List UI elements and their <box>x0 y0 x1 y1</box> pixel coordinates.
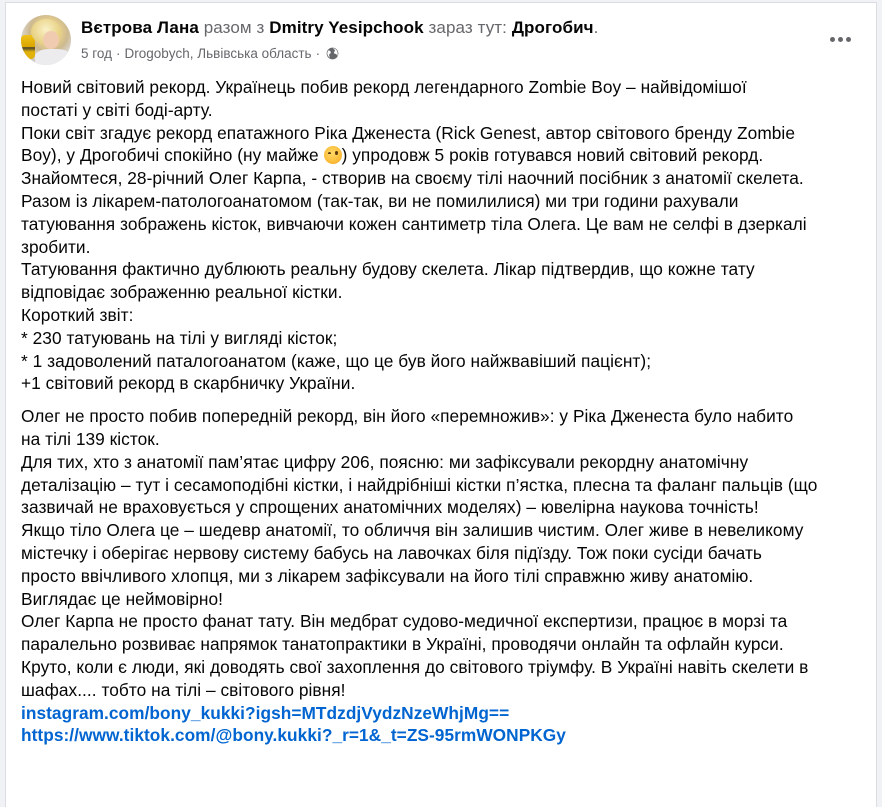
post-line: просто ввічливого хлопця, ми з лікарем зафіксували на його тілі справжню живу анатомію. <box>21 565 754 586</box>
post-line: паралельно розвиває напрямок танатопрактики в Україні, проводячи онлайн та офлайн курси. <box>21 634 784 655</box>
post-line: Виглядає це неймовірно! <box>21 588 224 609</box>
paragraph-gap <box>21 395 866 405</box>
place-link[interactable]: Drogobych, Львівська область <box>124 46 312 61</box>
post-line: деталізацію – тут і сесамоподібні кістки, і найдрібніші кістки п’ястка, плесна та фаланг пальців (що <box>21 474 818 495</box>
tagged-person-link[interactable]: Dmitry Yesipchook <box>269 18 424 37</box>
globe-icon[interactable] <box>326 47 339 60</box>
post-line-part: Boy), у Дрогобичі спокійно (ну майже <box>21 145 324 166</box>
post-line: * 230 татуювань на тілі у вигляді кісток; <box>21 327 338 348</box>
with-text: разом з <box>203 18 265 37</box>
title-period: . <box>593 18 599 37</box>
winking-face-emoji-icon <box>324 146 342 164</box>
author-name-link[interactable]: Вєтрова Лана <box>81 18 199 37</box>
post-line: шафах.... тобто на тілі – світового рівня! <box>21 679 346 700</box>
post-line: Олег Карпа не просто фанат тату. Він медбрат судово-медичної експертизи, працює в морзі та <box>21 611 788 632</box>
post-line: Для тих, хто з анатомії пам’ятає цифру 206, поясню: ми зафіксували рекордну анатомічну <box>21 451 749 472</box>
post-line: містечку і оберігає нервову систему бабусь на лавочках біля підїзду. Тож поки сусіди бачать <box>21 542 762 563</box>
post-line: Новий світовий рекорд. Українець побив рекорд легендарного Zombie Boy – найвідомішої <box>21 77 747 97</box>
post-text <box>21 76 866 747</box>
post-line: Знайомтеся, 28-річний Олег Карпа, - створив на своєму тілі наочний посібник з анатомії скелета. <box>21 168 804 189</box>
post-header <box>6 3 876 67</box>
post-line: Олег не просто побив попередній рекорд, він його «перемножив»: у Ріка Дженеста було набито <box>21 406 794 427</box>
tiktok-link[interactable]: https://www.tiktok.com/@bony.kukki?_r=1&_t=ZS-95rmWONPKGy <box>21 725 566 746</box>
more-options-icon <box>846 37 851 42</box>
location-prefix: зараз тут: <box>428 18 508 37</box>
avatar-photo-detail <box>43 31 59 49</box>
post-line: татуювання зображень кісток, вивчаючи кожен сантиметр тіла Олега. Це вам не селфі в дзеркалі <box>21 213 807 234</box>
post-line: зазвичай не враховується у спрощених анатомічних моделях) – ювелірна наукова точність! <box>21 497 759 518</box>
post-line: зробити. <box>21 236 91 257</box>
post-meta <box>81 46 339 61</box>
avatar-photo-detail <box>35 49 71 65</box>
avatar[interactable] <box>21 15 71 65</box>
post-line: постаті у світі боді-арту. <box>21 99 213 120</box>
post-title-line <box>81 18 598 38</box>
post-line: * 1 задоволений паталогоанатом (каже, що це був його найжвавіший пацієнт); <box>21 350 652 371</box>
post-line: +1 світовий рекорд в скарбничку України. <box>21 373 356 394</box>
post-line: відповідає зображенню реальної кістки. <box>21 282 343 303</box>
meta-separator: · <box>315 46 321 61</box>
meta-separator: · <box>115 46 121 61</box>
post-line: Разом із лікарем-патологоанатомом (так-так, ви не помилилися) ми три години рахували <box>21 190 739 211</box>
instagram-link[interactable]: instagram.com/bony_kukki?igsh=MTdzdjVydzNzeWhjMg== <box>21 702 510 723</box>
facebook-post <box>5 2 877 807</box>
location-link[interactable]: Дрогобич <box>511 18 594 37</box>
post-line: Круто, коли є люди, які доводять свої захоплення до світового тріумфу. В Україні навіть скелети в <box>21 656 809 677</box>
more-options-icon <box>830 37 835 42</box>
post-line: Якщо тіло Олега це – шедевр анатомії, то обличчя він залишив чистим. Олег живе в невеликому <box>21 520 804 541</box>
post-line-with-emoji <box>21 144 866 167</box>
post-line: Короткий звіт: <box>21 304 134 325</box>
post-line: на тілі 139 кісток. <box>21 428 160 449</box>
more-options-button[interactable] <box>826 31 854 47</box>
more-options-icon <box>838 37 843 42</box>
post-line-part: ) упродовж 5 років готувався новий світовий рекорд. <box>341 145 764 166</box>
post-line: Поки світ згадує рекорд епатажного Ріка Дженеста (Rick Genest, автор світового бренду Zombie <box>21 122 795 143</box>
timestamp-link[interactable]: 5 год <box>81 46 112 61</box>
post-line: Татуювання фактично дублюють реальну будову скелета. Лікар підтвердив, що кожне тату <box>21 259 755 280</box>
